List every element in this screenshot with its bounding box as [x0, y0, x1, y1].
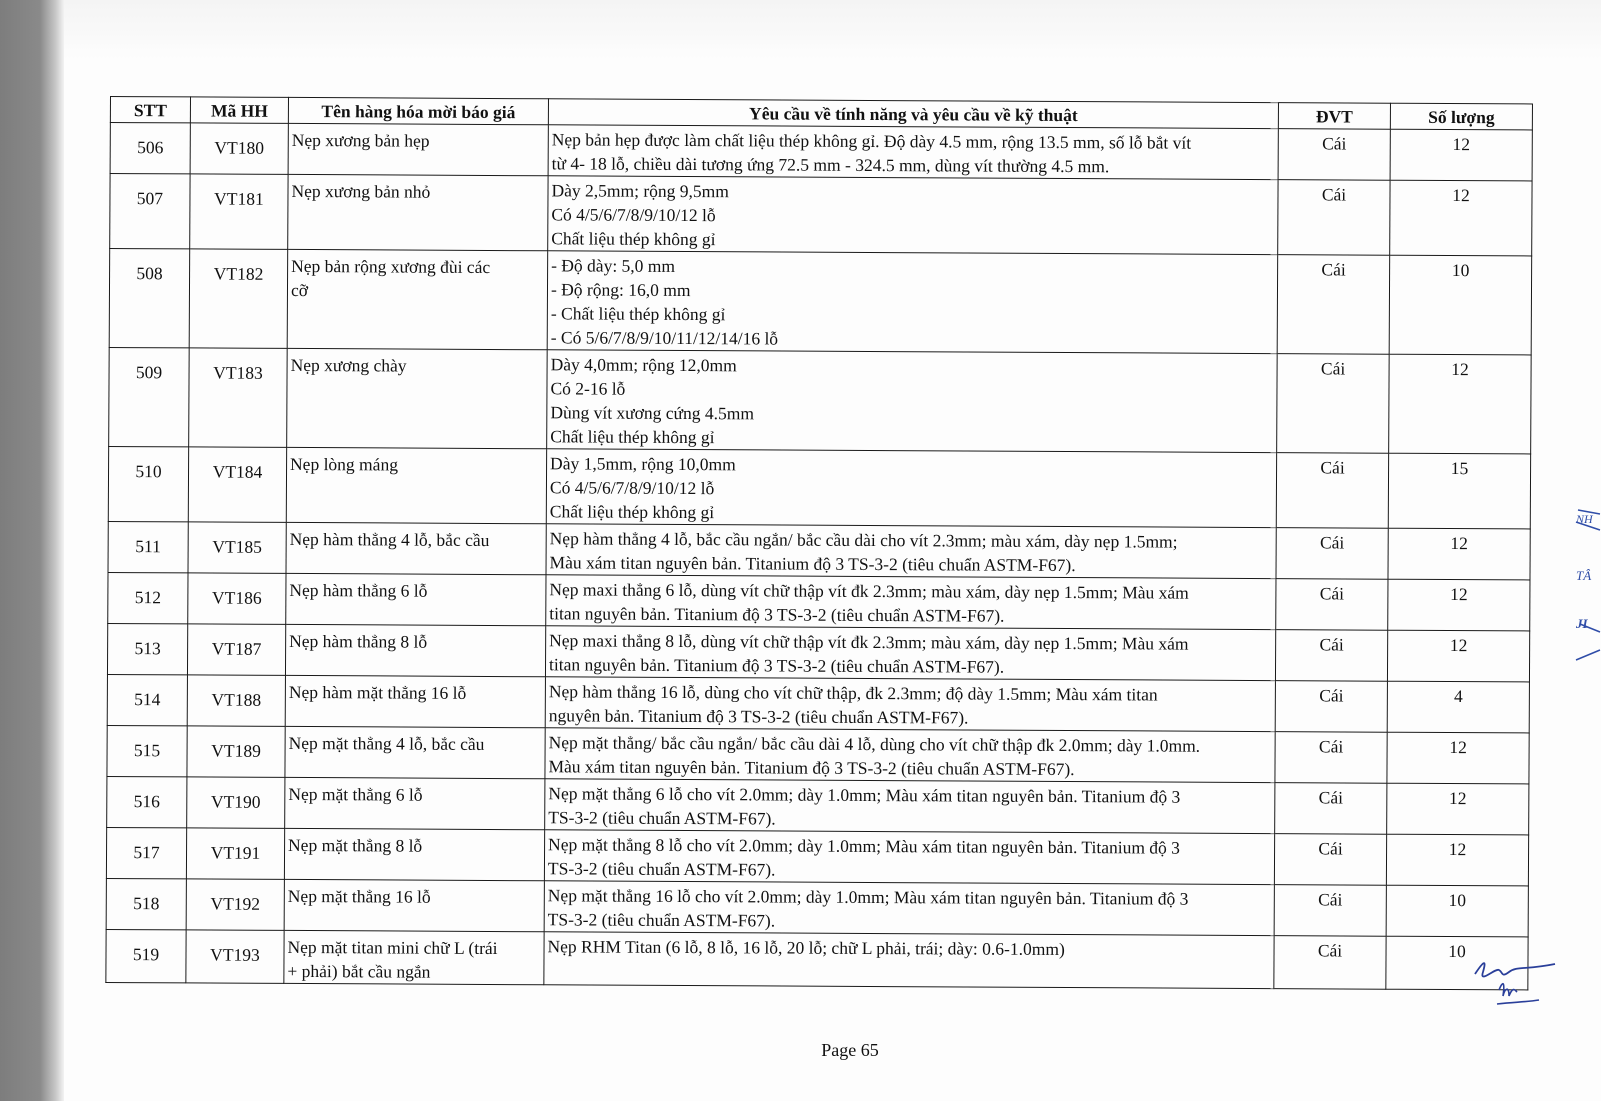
- cell-spec-line: Nẹp mặt thẳng 8 lỗ cho vít 2.0mm; dày 1.0mm; Màu xám titan nguyên bản. Titanium độ 3: [548, 834, 1181, 858]
- cell-spec-line: Nẹp mặt thẳng 6 lỗ cho vít 2.0mm; dày 1.0mm; Màu xám titan nguyên bản. Titanium độ 3: [548, 783, 1181, 807]
- cell-unit: Cái: [1278, 180, 1390, 256]
- cell-code: VT184: [188, 447, 286, 523]
- cell-spec-line: Chất liệu thép không gỉ: [549, 501, 715, 523]
- header-spec: Yêu cầu về tính năng và yêu cầu về kỹ thuật: [548, 99, 1278, 129]
- cell-spec: [545, 728, 1275, 783]
- cell-spec-line: Nẹp mặt thẳng/ bắc cầu ngắn/ bắc cầu dài 4 lỗ, dùng cho vít chữ thập đk 2.0mm; dày 1.0mm.: [548, 732, 1201, 756]
- cell-name: [288, 123, 548, 175]
- cell-spec: [545, 677, 1275, 732]
- cell-unit: Cái: [1277, 354, 1390, 454]
- cell-spec: [544, 830, 1274, 885]
- header-name: Tên hàng hóa mời báo giá: [288, 97, 548, 124]
- table-row: [106, 827, 1528, 885]
- cell-spec-line: Nẹp hàm thẳng 16 lỗ, dùng cho vít chữ thập, đk 2.3mm; độ dày 1.5mm; Màu xám titan: [548, 681, 1158, 705]
- cell-unit: Cái: [1275, 783, 1387, 835]
- stamp-fragment-2: TÂ: [1576, 568, 1592, 583]
- cell-stt: 507: [110, 174, 190, 249]
- cell-spec: [548, 176, 1278, 255]
- cell-spec-line: Chất liệu thép không gỉ: [551, 228, 716, 250]
- cell-spec-line: - Chất liệu thép không gỉ: [550, 303, 726, 325]
- header-qty: Số lượng: [1390, 103, 1532, 130]
- cell-name: [287, 249, 548, 349]
- scan-left-shadow: [0, 0, 64, 1101]
- cell-code: VT193: [186, 930, 284, 984]
- table-row: [109, 249, 1531, 355]
- cell-spec-line: titan nguyên bản. Titanium độ 3 TS-3-2 (tiêu chuẩn ASTM-F67).: [548, 654, 1005, 677]
- table-row: [107, 725, 1529, 783]
- cell-spec-line: TS-3-2 (tiêu chuẩn ASTM-F67).: [548, 807, 776, 829]
- table-row: [110, 123, 1532, 181]
- table-row: [106, 878, 1528, 936]
- cell-code: VT183: [189, 348, 288, 448]
- cell-name: [284, 879, 544, 931]
- cell-name: [288, 174, 548, 250]
- header-stt: STT: [110, 97, 190, 123]
- cell-unit: Cái: [1276, 528, 1388, 580]
- cell-spec-line: Dày 2,5mm; rộng 9,5mm: [551, 180, 729, 202]
- cell-name: [285, 726, 545, 778]
- cell-unit: Cái: [1276, 453, 1388, 529]
- cell-name-line: Nẹp lòng máng: [290, 453, 399, 475]
- cell-unit: Cái: [1275, 681, 1387, 733]
- cell-spec-line: Màu xám titan nguyên bản. Titanium độ 3 TS-3-2 (tiêu chuẩn ASTM-F67).: [548, 756, 1075, 780]
- cell-stt: 506: [110, 123, 190, 174]
- cell-stt: 514: [107, 674, 187, 725]
- cell-code: VT181: [190, 174, 288, 250]
- cell-stt: 512: [108, 572, 188, 623]
- cell-spec-line: Nẹp mặt thẳng 16 lỗ cho vít 2.0mm; dày 1.0mm; Màu xám titan nguyên bản. Titanium độ 3: [547, 885, 1189, 909]
- goods-table: [105, 96, 1533, 990]
- cell-code: VT180: [190, 123, 288, 175]
- cell-spec-line: Dày 4,0mm; rộng 12,0mm: [550, 354, 737, 376]
- cell-spec-line: - Độ rộng: 16,0 mm: [550, 279, 691, 301]
- cell-name-line: Nẹp hàm thẳng 4 lỗ, bắc cầu: [289, 528, 490, 550]
- cell-spec-line: nguyên bản. Titanium độ 3 TS-3-2 (tiêu chuẩn ASTM-F67).: [548, 705, 969, 728]
- cell-spec-line: TS-3-2 (tiêu chuẩn ASTM-F67).: [547, 858, 776, 880]
- cell-qty: 12: [1389, 354, 1532, 454]
- signature-mark: [1465, 956, 1575, 1026]
- cell-code: VT189: [187, 726, 285, 778]
- cell-name: [286, 522, 546, 574]
- cell-unit: Cái: [1278, 129, 1390, 181]
- cell-spec-line: Màu xám titan nguyên bản. Titanium độ 3 TS-3-2 (tiêu chuẩn ASTM-F67).: [549, 552, 1076, 576]
- cell-name-line: Nẹp mặt thẳng 16 lỗ: [287, 885, 431, 907]
- cell-name-line: Nẹp mặt thẳng 8 lỗ: [288, 834, 423, 856]
- cell-code: VT186: [188, 573, 286, 625]
- cell-spec: [546, 524, 1276, 579]
- cell-qty: 12: [1387, 732, 1529, 784]
- page-number: Page 65: [821, 1040, 879, 1060]
- cell-code: VT191: [186, 828, 284, 880]
- cell-stt: 515: [107, 725, 187, 776]
- cell-spec: [546, 449, 1276, 528]
- cell-name-line: Nẹp mặt thẳng 4 lỗ, bắc cầu: [288, 732, 485, 754]
- table-row: [107, 776, 1529, 834]
- goods-table-wrapper: [105, 96, 1532, 990]
- cell-code: VT190: [187, 777, 285, 829]
- cell-spec-line: từ 4- 18 lỗ, chiều dài tương ứng 72.5 mm - 324.5 mm, dùng vít thường 4.5 mm.: [551, 153, 1110, 177]
- cell-unit: Cái: [1275, 732, 1387, 784]
- cell-spec-line: Nẹp hàm thẳng 4 lỗ, bắc cầu ngắn/ bắc cầu dài cho vít 2.3mm; màu xám, dày nẹp 1.5mm;: [549, 528, 1178, 552]
- cell-spec-line: Có 4/5/6/7/8/9/10/12 lỗ: [549, 477, 715, 499]
- cell-stt: 509: [109, 347, 190, 446]
- cell-name-line: cỡ: [290, 279, 309, 301]
- cell-code: VT185: [188, 522, 286, 574]
- cell-name-line: + phải) bắt cầu ngắn: [287, 960, 431, 982]
- cell-spec: [545, 779, 1275, 834]
- cell-stt: 519: [106, 929, 186, 982]
- cell-unit: Cái: [1277, 255, 1390, 355]
- cell-spec-line: Nẹp RHM Titan (6 lỗ, 8 lỗ, 16 lỗ, 20 lỗ; chữ L phải, trái; dày: 0.6-1.0mm): [547, 936, 1065, 960]
- cell-spec: [544, 932, 1274, 989]
- cell-qty: 12: [1390, 180, 1532, 256]
- cell-name: [285, 777, 545, 829]
- cell-unit: Cái: [1276, 579, 1388, 631]
- cell-spec: [546, 575, 1276, 630]
- table-row: [108, 446, 1530, 528]
- table-row: [107, 674, 1529, 732]
- cell-name: [285, 624, 545, 676]
- cell-name-line: Nẹp hàm thẳng 6 lỗ: [289, 579, 428, 601]
- table-body: [106, 123, 1532, 990]
- table-row: [108, 521, 1530, 579]
- table-row: [110, 174, 1532, 256]
- cell-qty: 10: [1389, 255, 1532, 355]
- cell-unit: Cái: [1274, 936, 1386, 990]
- cell-name: [286, 447, 546, 523]
- cell-spec-line: Nẹp bản hẹp được làm chất liệu thép không gỉ. Độ dày 4.5 mm, rộng 13.5 mm, số lỗ bắt vít: [551, 129, 1192, 153]
- cell-spec: [548, 125, 1278, 180]
- stamp-fragment-1: NH: [1576, 512, 1593, 526]
- cell-spec-line: Dùng vít xương cứng 4.5mm: [550, 402, 755, 424]
- cell-spec: [547, 350, 1278, 453]
- cell-spec: [547, 251, 1278, 354]
- table-row: [107, 623, 1529, 681]
- cell-spec: [544, 881, 1274, 936]
- cell-spec: [545, 626, 1275, 681]
- cell-name: [285, 675, 545, 727]
- cell-name-line: Nẹp xương bản nhỏ: [291, 180, 431, 202]
- cell-stt: 513: [107, 623, 187, 674]
- cell-code: VT188: [187, 675, 285, 727]
- cell-stt: 508: [109, 249, 190, 348]
- cell-name: [284, 828, 544, 880]
- cell-qty: 12: [1388, 579, 1530, 631]
- cell-qty: 10: [1386, 885, 1528, 937]
- table-row: [108, 572, 1530, 630]
- cell-stt: 510: [108, 446, 188, 521]
- cell-code: VT187: [187, 624, 285, 676]
- cell-spec-line: Nẹp maxi thẳng 8 lỗ, dùng vít chữ thập vít đk 2.3mm; màu xám, dày nẹp 1.5mm; Màu xám: [549, 630, 1189, 654]
- cell-name: [284, 930, 544, 984]
- cell-qty: 15: [1388, 453, 1530, 529]
- table-row: [109, 347, 1531, 453]
- cell-qty: 12: [1390, 129, 1532, 181]
- header-unit: ĐVT: [1278, 103, 1390, 130]
- cell-spec-line: Chất liệu thép không gỉ: [550, 426, 715, 448]
- cell-unit: Cái: [1274, 834, 1386, 886]
- cell-spec-line: Nẹp maxi thẳng 6 lỗ, dùng vít chữ thập vít đk 2.3mm; màu xám, dày nẹp 1.5mm; Màu xám: [549, 579, 1189, 603]
- cell-qty: 12: [1388, 528, 1530, 580]
- cell-qty: 10: [1386, 936, 1528, 990]
- cell-unit: Cái: [1275, 630, 1387, 682]
- cell-spec-line: - Độ dày: 5,0 mm: [551, 255, 676, 276]
- cell-spec-line: Có 4/5/6/7/8/9/10/12 lỗ: [551, 204, 716, 226]
- cell-name-line: Nẹp bản rộng xương đùi các: [291, 255, 491, 277]
- cell-code: VT182: [189, 249, 288, 349]
- cell-spec-line: Dày 1,5mm, rộng 10,0mm: [550, 453, 736, 475]
- cell-spec-line: TS-3-2 (tiêu chuẩn ASTM-F67).: [547, 909, 776, 931]
- stamp-fragment-3: JI: [1576, 616, 1588, 631]
- cell-stt: 518: [106, 878, 186, 929]
- cell-qty: 12: [1387, 630, 1529, 682]
- cell-name: [287, 348, 548, 448]
- cell-spec-line: Có 2-16 lỗ: [550, 378, 626, 399]
- cell-qty: 12: [1386, 834, 1528, 886]
- cell-spec-line: titan nguyên bản. Titanium độ 3 TS-3-2 (tiêu chuẩn ASTM-F67).: [549, 603, 1005, 626]
- cell-stt: 516: [107, 776, 187, 827]
- cell-name-line: Nẹp mặt thẳng 6 lỗ: [288, 783, 423, 805]
- cell-name-line: Nẹp hàm mặt thẳng 16 lỗ: [288, 681, 467, 703]
- cell-spec-line: - Có 5/6/7/8/9/10/11/12/14/16 lỗ: [550, 327, 779, 349]
- cell-stt: 511: [108, 521, 188, 572]
- cell-qty: 4: [1387, 681, 1529, 733]
- cell-stt: 517: [106, 827, 186, 878]
- cell-name-line: Nẹp xương bản hẹp: [291, 129, 430, 151]
- header-code: Mã HH: [190, 97, 288, 124]
- stamp-edge-marks: [1570, 500, 1601, 690]
- table-row: [106, 929, 1528, 989]
- cell-name-line: Nẹp xương chày: [290, 354, 407, 376]
- cell-name: [286, 573, 546, 625]
- cell-code: VT192: [186, 879, 284, 931]
- cell-name-line: Nẹp mặt titan mini chữ L (trái: [287, 936, 498, 959]
- cell-name-line: Nẹp hàm thẳng 8 lỗ: [289, 630, 428, 652]
- cell-unit: Cái: [1274, 885, 1386, 937]
- scan-top-shadow: [0, 0, 1601, 60]
- cell-qty: 12: [1387, 783, 1529, 835]
